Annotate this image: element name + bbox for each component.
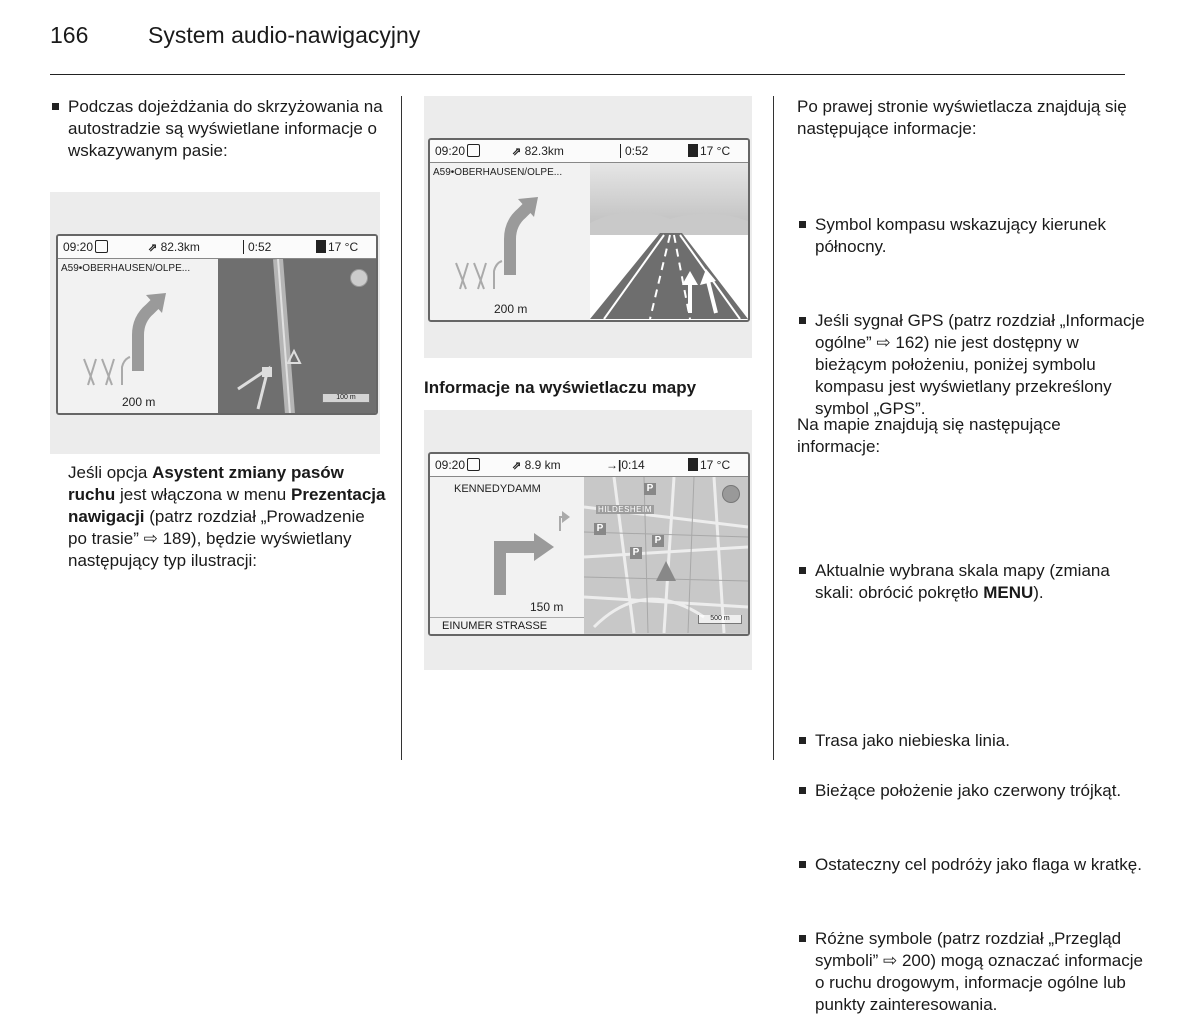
temperature-readout: 17 °C (688, 144, 730, 158)
bullet-gps (797, 310, 1145, 420)
temperature-readout: 17 °C (316, 240, 358, 254)
turn-arrow-icon (58, 275, 218, 395)
dashboard-icon (467, 458, 480, 471)
dashboard-icon (467, 144, 480, 157)
lane-view-pane (590, 163, 748, 320)
bullet-route (797, 730, 1145, 752)
turn-arrow-icon (430, 179, 590, 299)
bullet-text: Symbol kompasu wskazujący kierunek północny. (815, 215, 1107, 256)
para-text: (patrz rozdział „Prowadzenie po trasie” (68, 507, 365, 548)
figure-lane-assist (424, 96, 752, 358)
arrow-reference-icon: ⇨ (143, 529, 158, 548)
right-intro: Po prawej stronie wyświetlacza znajdują się następujące informacje: (797, 97, 1127, 138)
guidance-pane (58, 259, 218, 413)
turn-distance: 200 m (122, 395, 156, 409)
column-divider-right (773, 96, 774, 760)
clock-readout: 09:20 (435, 144, 480, 158)
status-bar (58, 236, 376, 259)
intro-bullet (50, 96, 388, 162)
parking-icon: P (652, 535, 664, 547)
intro-bullet-text: Podczas dojeżdżania do skrzyżowania na autostradzie są wyświetlane informacje o wskazywanym pasie: (68, 97, 383, 160)
current-street: KENNEDYDAMM (454, 483, 541, 495)
figure-highway-display (50, 192, 380, 454)
column-divider-left (401, 96, 402, 760)
bullet-text: Ostateczny cel podróży jako flaga w kratkę. (815, 855, 1142, 874)
map-pane (584, 477, 748, 634)
thermometer-icon (316, 240, 326, 253)
menu-knob-label: MENU (983, 583, 1034, 602)
nav-screen-city (428, 452, 750, 636)
bullet-text: Jeśli sygnał GPS (patrz rozdział „Informacje ogólne” ⇨ 162) nie jest dostępny w bieżącym położeniu, poniżej symbolu kompasu jest wyświetlany przekreślony symbol „GPS”. (815, 311, 1145, 418)
guidance-pane (430, 163, 590, 320)
menu-nav-presentation: Prezentacja nawigacji (68, 485, 386, 526)
parking-icon: P (644, 483, 656, 495)
lane-assist-paragraph (68, 462, 388, 572)
fuel-range-icon: ⇗ (512, 460, 522, 472)
turn-distance: 200 m (494, 302, 528, 316)
clock-readout: 09:20 (63, 240, 108, 254)
header-rule (50, 74, 1125, 75)
status-bar (430, 454, 748, 477)
guidance-pane (430, 477, 584, 634)
distance-readout: ⇗ 82.3km (512, 144, 564, 158)
compass-icon (350, 269, 368, 287)
map-pane (218, 259, 376, 413)
bullet-text: Trasa jako niebieska linia. (815, 731, 1010, 750)
para-text: jest włączona w menu (115, 485, 291, 504)
distance-readout: ⇗ 8.9 km (512, 458, 561, 472)
bullet-text: Różne symbole (patrz rozdział „Przegląd symboli” ⇨ 200) mogą oznaczać informacje o ruchu drogowym, informacje ogólne lub punkty zainteresowania. (815, 929, 1143, 1014)
road-name: A59•OBERHAUSEN/OLPE... (61, 263, 191, 274)
thermometer-icon (688, 458, 698, 471)
bullet-scale (797, 560, 1145, 604)
duration-readout: 0:52 (243, 240, 271, 254)
city-label: HILDESHEIM (598, 505, 652, 514)
status-bar (430, 140, 748, 163)
arrow-to-flag-icon: →| (606, 458, 622, 472)
next-street: EINUMER STRASSE (430, 617, 584, 634)
parking-icon: P (630, 547, 642, 559)
bullet-destination (797, 854, 1145, 876)
page-number: 166 (50, 22, 89, 48)
duration-readout: 0:52 (620, 144, 648, 158)
nav-screen-lane-assist (428, 138, 750, 322)
bullet-symbols (797, 928, 1145, 1016)
map-info-intro: Na mapie znajdują się następujące informacje: (797, 415, 1061, 456)
duration-readout: →|0:14 (606, 458, 645, 472)
clock-readout: 09:20 (435, 458, 480, 472)
bullet-compass (797, 214, 1145, 258)
nav-screen-highway (56, 234, 378, 415)
road-name: A59•OBERHAUSEN/OLPE... (433, 167, 563, 178)
bullet-text: Bieżące położenie jako czerwony trójkąt. (815, 781, 1122, 800)
turn-distance: 150 m (530, 600, 564, 614)
compass-icon (722, 485, 740, 503)
temperature-readout: 17 °C (688, 458, 730, 472)
city-map-graphic (584, 477, 748, 633)
section-heading: Informacje na wyświetlaczu mapy (424, 378, 697, 397)
option-lane-assist: Asystent zmiany pasów ruchu (68, 463, 344, 504)
map-scale: 500 m (698, 615, 742, 624)
map-scale: 100 m (322, 394, 370, 403)
parking-icon: P (594, 523, 606, 535)
bullet-text: Aktualnie wybrana skala mapy (zmiana skali: obrócić pokrętło (815, 561, 1110, 602)
distance-readout: ⇗ 82.3km (148, 240, 200, 254)
figure-city-map (424, 410, 752, 670)
thermometer-icon (688, 144, 698, 157)
para-text: 189), będzie wyświetlany następujący typ ilustracji: (68, 529, 352, 570)
bullet-position (797, 780, 1145, 802)
page-title: System audio-nawigacyjny (148, 22, 421, 48)
fuel-range-icon: ⇗ (512, 146, 522, 158)
para-text: Jeśli opcja (68, 463, 153, 482)
highway-lanes-graphic (590, 163, 748, 319)
fuel-range-icon: ⇗ (148, 242, 158, 254)
dashboard-icon (95, 240, 108, 253)
turn-right-arrow-icon (430, 495, 584, 605)
bullet-text: ). (1033, 583, 1044, 602)
